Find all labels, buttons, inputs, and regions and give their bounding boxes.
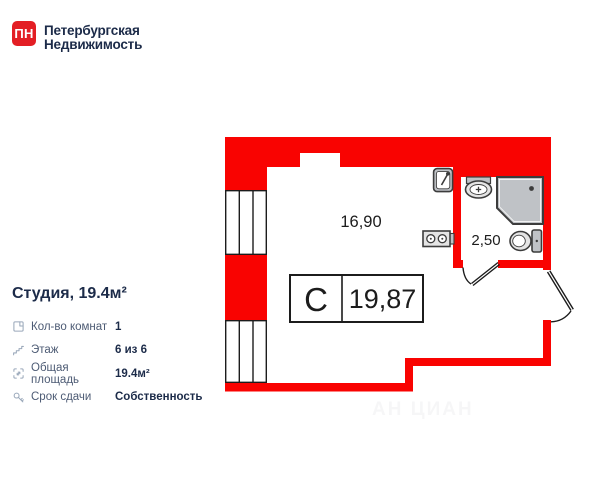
window-lower: [225, 320, 267, 383]
listing-details: [12, 315, 203, 409]
listing-title: Студия, 19.4м²: [12, 285, 127, 302]
floor-plan-svg: [215, 100, 600, 420]
detail-label: Срок сдачи: [31, 391, 92, 404]
kitchen-sink: [434, 169, 453, 192]
floor-plan: [215, 100, 600, 425]
detail-row-floor: [12, 339, 197, 363]
brand-name-line2: Недвижимость: [44, 36, 143, 52]
bathroom-area-label: 2,50: [471, 232, 501, 249]
detail-row-rooms: [12, 315, 197, 339]
unit-total-area: 19,87: [348, 284, 417, 314]
toilet: [510, 230, 542, 252]
brand-name: [44, 21, 142, 51]
detail-label: Этаж: [31, 344, 59, 357]
deadline-icon: [12, 391, 25, 404]
rooms-icon: [12, 320, 25, 333]
bathroom-door: [463, 263, 500, 286]
brand-logo[interactable]: [12, 21, 142, 51]
detail-value: 1: [115, 320, 122, 333]
brand-monogram-icon: ПН: [12, 21, 36, 46]
unit-type-letter: С: [304, 281, 328, 318]
detail-value: 19.4м²: [115, 367, 150, 380]
detail-row-area: [12, 362, 197, 386]
detail-label: Кол-во комнат: [31, 320, 108, 333]
detail-value: Собственность: [115, 391, 203, 404]
watermark: АН ЦИАН: [372, 399, 474, 420]
shower: [497, 177, 543, 224]
walls: [225, 137, 551, 392]
brand-name-line1: Петербургская: [44, 23, 140, 38]
floor-icon: [12, 344, 25, 357]
detail-label: Общая площадь: [31, 361, 80, 386]
entrance-door: [548, 271, 574, 322]
main-room-area-label: 16,90: [340, 213, 382, 231]
window-upper: [225, 190, 267, 255]
detail-value: 6 из 6: [115, 344, 147, 357]
area-icon: [12, 367, 25, 380]
stove: [423, 231, 454, 247]
bathroom-sink: [466, 177, 492, 198]
detail-row-deadline: [12, 386, 203, 410]
unit-type-box: [290, 275, 423, 322]
